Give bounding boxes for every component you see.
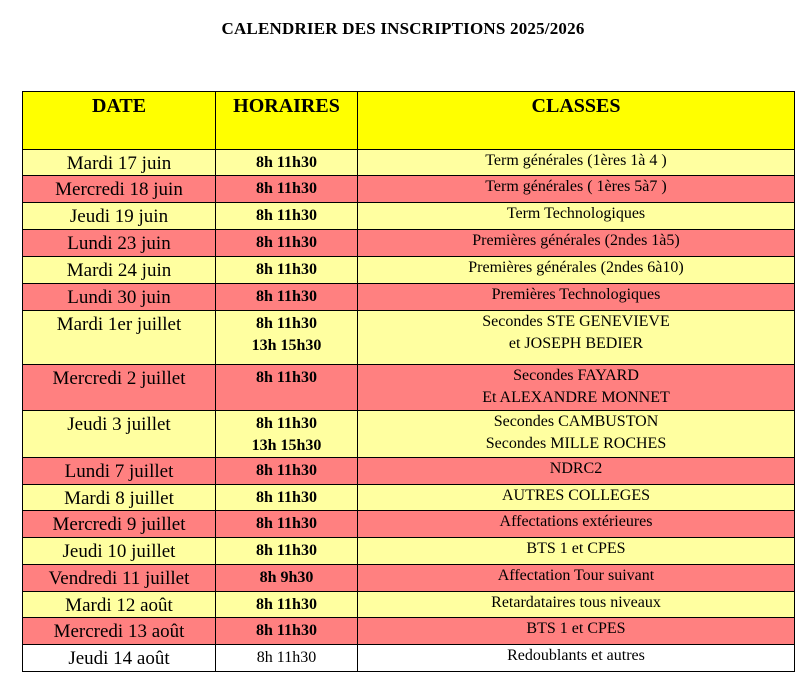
row-classes — [358, 230, 795, 257]
row-classes — [358, 257, 795, 284]
classes-line: Affectations extérieures — [499, 513, 653, 530]
registration-calendar-table — [22, 91, 795, 672]
row-date: Jeudi 10 juillet — [23, 538, 216, 565]
classes-line: Term Technologiques — [506, 205, 646, 222]
hours-line: 8h 11h30 — [256, 234, 317, 251]
hours-line: 8h 11h30 — [256, 415, 317, 432]
hours-line: 8h 11h30 — [256, 288, 317, 305]
row-date: Lundi 23 juin — [23, 230, 216, 257]
table-row — [23, 203, 795, 230]
table-row — [23, 458, 795, 485]
row-hours — [216, 538, 358, 565]
hours-line: 8h 11h30 — [256, 622, 317, 639]
row-classes — [358, 203, 795, 230]
row-date: Lundi 7 juillet — [23, 458, 216, 485]
row-classes — [358, 311, 795, 365]
classes-line: AUTRES COLLEGES — [502, 487, 650, 504]
row-hours — [216, 284, 358, 311]
classes-line: BTS 1 et CPES — [526, 540, 626, 557]
header-hours: HORAIRES — [216, 92, 358, 150]
hours-line: 8h 11h30 — [256, 542, 317, 559]
table-row — [23, 365, 795, 411]
row-classes — [358, 411, 795, 458]
row-classes — [358, 176, 795, 203]
row-hours — [216, 150, 358, 176]
row-hours — [216, 485, 358, 511]
row-hours — [216, 645, 358, 672]
row-date: Mardi 8 juillet — [23, 485, 216, 511]
row-date: Vendredi 11 juillet — [23, 565, 216, 592]
row-date: Jeudi 3 juillet — [23, 411, 216, 458]
row-date: Mardi 12 août — [23, 592, 216, 618]
hours-line: 8h 11h30 — [256, 207, 317, 224]
table-row — [23, 565, 795, 592]
row-classes — [358, 538, 795, 565]
row-classes — [358, 645, 795, 672]
table-row — [23, 645, 795, 672]
table-row — [23, 176, 795, 203]
header-row — [23, 92, 795, 150]
classes-line: Premières générales (2ndes 1à5) — [472, 232, 680, 249]
hours-line: 13h 15h30 — [251, 437, 322, 454]
table-row — [23, 284, 795, 311]
hours-line: 8h 11h30 — [256, 596, 317, 613]
row-hours — [216, 176, 358, 203]
row-classes — [358, 511, 795, 538]
header-date: DATE — [23, 92, 216, 150]
classes-line: et JOSEPH BEDIER — [508, 335, 644, 352]
hours-line: 8h 9h30 — [259, 569, 314, 586]
classes-line: Et ALEXANDRE MONNET — [482, 389, 670, 406]
table-row — [23, 538, 795, 565]
row-date: Lundi 30 juin — [23, 284, 216, 311]
row-date: Mercredi 2 juillet — [23, 365, 216, 411]
row-classes — [358, 618, 795, 645]
row-hours — [216, 203, 358, 230]
header-classes: CLASSES — [358, 92, 795, 150]
row-hours — [216, 257, 358, 284]
hours-line: 8h 11h30 — [256, 315, 317, 332]
table-row — [23, 618, 795, 645]
row-hours — [216, 230, 358, 257]
classes-line: Term générales (1ères 1à 4 ) — [485, 152, 667, 169]
table-row — [23, 257, 795, 284]
row-hours — [216, 618, 358, 645]
table-row — [23, 485, 795, 511]
classes-line: Affectation Tour suivant — [497, 567, 655, 584]
row-date: Mercredi 9 juillet — [23, 511, 216, 538]
table-row — [23, 311, 795, 365]
row-classes — [358, 284, 795, 311]
row-hours — [216, 592, 358, 618]
row-date: Mercredi 13 août — [23, 618, 216, 645]
row-classes — [358, 458, 795, 485]
hours-line: 8h 11h30 — [256, 489, 317, 506]
row-hours — [216, 411, 358, 458]
row-date: Mardi 24 juin — [23, 257, 216, 284]
classes-line: NDRC2 — [549, 460, 603, 477]
table-row — [23, 511, 795, 538]
row-hours — [216, 311, 358, 365]
classes-line: BTS 1 et CPES — [526, 620, 626, 637]
table-row — [23, 592, 795, 618]
row-date: Mardi 17 juin — [23, 150, 216, 176]
table-row — [23, 150, 795, 176]
row-date: Mercredi 18 juin — [23, 176, 216, 203]
classes-line: Term générales ( 1ères 5à7 ) — [485, 178, 667, 195]
hours-line: 8h 11h30 — [256, 462, 317, 479]
row-classes — [358, 565, 795, 592]
classes-line: Secondes STE GENEVIEVE — [482, 313, 670, 330]
page-title: CALENDRIER DES INSCRIPTIONS 2025/2026 — [221, 19, 585, 38]
classes-line: Secondes MILLE ROCHES — [485, 435, 667, 452]
classes-line: Secondes FAYARD — [513, 367, 639, 384]
row-classes — [358, 592, 795, 618]
row-hours — [216, 365, 358, 411]
row-date: Mardi 1er juillet — [23, 311, 216, 365]
classes-line: Retardataires tous niveaux — [491, 594, 661, 611]
classes-line: Redoublants et autres — [507, 647, 645, 664]
hours-line: 8h 11h30 — [256, 180, 317, 197]
classes-line: Premières Technologiques — [491, 286, 661, 303]
hours-line: 8h 11h30 — [256, 261, 317, 278]
hours-line: 13h 15h30 — [251, 337, 322, 354]
table-row — [23, 230, 795, 257]
row-date: Jeudi 19 juin — [23, 203, 216, 230]
hours-line: 8h 11h30 — [256, 515, 317, 532]
hours-line: 8h 11h30 — [256, 649, 317, 666]
row-hours — [216, 458, 358, 485]
classes-line: Secondes CAMBUSTON — [493, 413, 659, 430]
row-classes — [358, 150, 795, 176]
row-hours — [216, 511, 358, 538]
row-date: Jeudi 14 août — [23, 645, 216, 672]
classes-line: Premières générales (2ndes 6à10) — [468, 259, 684, 276]
row-classes — [358, 485, 795, 511]
hours-line: 8h 11h30 — [256, 154, 317, 171]
hours-line: 8h 11h30 — [256, 369, 317, 386]
row-classes — [358, 365, 795, 411]
row-hours — [216, 565, 358, 592]
table-row — [23, 411, 795, 458]
